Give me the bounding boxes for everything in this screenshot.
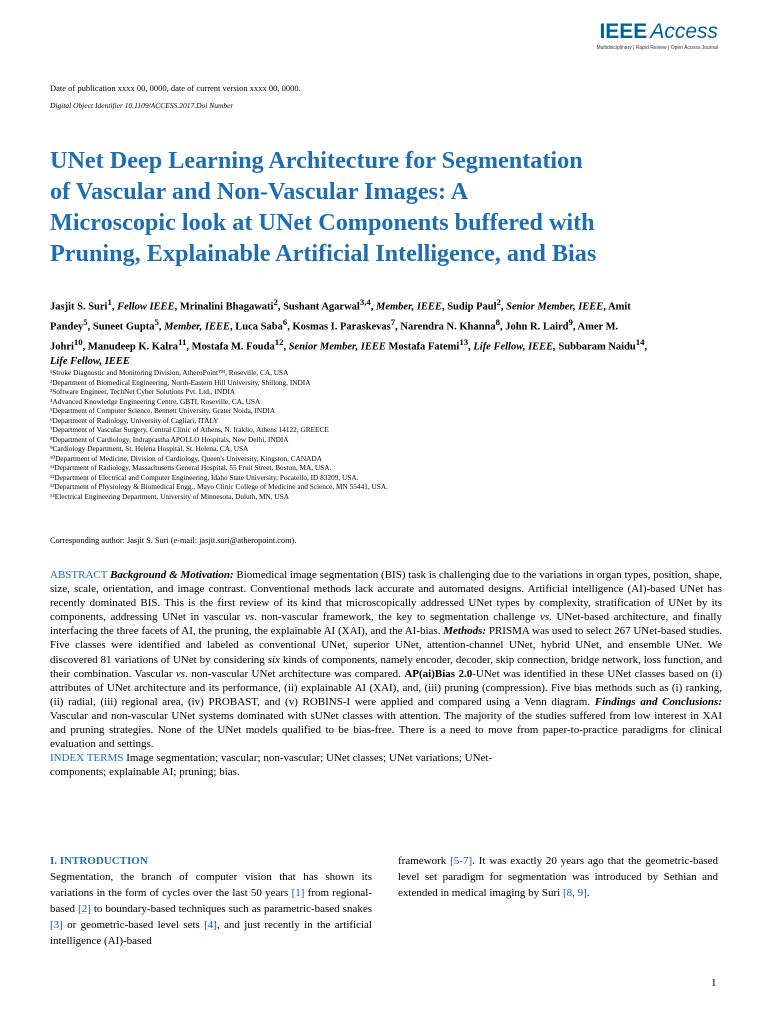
corresponding-author: Corresponding author: Jasjit S. Suri (e-mail: jasjit.suri@atheropoint.com).	[50, 536, 297, 545]
abstract-section	[50, 568, 722, 779]
title-line: Pruning, Explainable Artificial Intelligence, and Bias	[50, 240, 597, 267]
affiliation: ¹⁴Electrical Engineering Department, University of Minnesota, Duluth, MN, USA	[50, 491, 289, 501]
affiliation: ⁵Department of Computer Science, Bennett University, Grater Noida, INDIA	[50, 406, 276, 415]
logo-ieee: IEEE	[599, 20, 648, 43]
title-line: UNet Deep Learning Architecture for Segmentation	[50, 147, 583, 174]
affiliation: ⁹Cardiology Department, St. Helena Hospital, St. Helena, CA, USA	[50, 444, 249, 453]
affiliations	[50, 368, 610, 501]
intro-paragraph-continued: framework [5-7]. It was exactly 20 years ago that the geometric-based level set paradigm for segmentation was introduced by Sethian and extended in medical imaging by Suri [8, 9].	[398, 855, 718, 899]
left-column	[50, 853, 372, 949]
publication-date: Date of publication xxxx 00, 0000, date of current version xxxx 00, 0000.	[50, 83, 301, 93]
affiliation: ²Department of Biomedical Engineering, North-Eastern Hill University, Shillong, INDIA	[50, 377, 311, 387]
logo-tagline: Multidisciplinary | Rapid Review | Open Access Journal	[596, 45, 718, 51]
index-terms: INDEX TERMS Image segmentation; vascular; non-vascular; UNet classes; UNet variations; UNet- components; explainable AI; pruning; bias.	[50, 752, 493, 779]
title-line: Microscopic look at UNet Components buffered with	[50, 209, 595, 236]
affiliation: ¹²Department of Electrical and Computer Engineering, Idaho State University, Pocatello, ID 83209, USA.	[50, 472, 359, 482]
affiliation: ⁴Advanced Knowledge Engineering Centre, GBTI, Roseville, CA, USA	[50, 396, 261, 406]
affiliation: ³Software Engineer, TechNet Cyber Solutions Pvt. Ltd., INDIA	[50, 387, 236, 396]
author-list: Jasjit S. Suri$^1$, Fellow IEEE, Mrinalini Bhagawati$^2$, Sushant Agarwal$^{3,4}$, Member, IEEE, Sudip Paul$^2$, Senior Member, IEEE, Amit Pandey$^5$, Suneet Gupta$^5$, Member, IEEE, Luca Saba$^6$, Kosmas I. Paraskevas$^7$, Narendra N. Khanna$^8$, John R. Laird$^9$, Amer M. Johri$^{10}$, Manudeep K. Kalra$^{11}$, Mostafa M. Fouda$^{12}$, Senior Member, IEEE Mostafa Fatemi$^{13}$, Life Fellow, IEEE, Subbaram Naidu$^{14}$, Life Fellow, IEEE	[50, 297, 648, 368]
doi-line: Digital Object Identifier 10.1109/ACCESS.2017.Doi Number	[50, 101, 234, 110]
section-heading-introduction: I. INTRODUCTION	[50, 855, 148, 867]
paper-title	[50, 145, 730, 269]
right-column	[398, 853, 718, 901]
affiliation: ¹⁰Department of Medicine, Division of Cardiology, Queen's University, Kingston, CANADA	[50, 453, 322, 463]
intro-paragraph: Segmentation, the branch of computer vision that has shown its variations in the form of cycles over the last 50 years [1] from regional-based [2] to boundary-based techniques such as parametric-based snakes [3] or geometric-based level sets [4], and just recently in the artificial intelligence (AI)-based	[50, 871, 373, 947]
affiliation: ⁷Department of Vascular Surgery, Central Clinic of Athens, N. Iraklio, Athens 14122, GREECE	[50, 425, 329, 434]
affiliation: ¹Stroke Diagnostic and Monitoring Division, AtheroPoint™, Roseville, CA, USA	[50, 368, 289, 377]
ieee-access-logo	[596, 20, 718, 51]
affiliation: ¹³Department of Physiology & Biomedical Engg., Mayo Clinic College of Medicine and Science, MN 55441, USA.	[50, 482, 388, 491]
abstract-text: ABSTRACT Background & Motivation: Biomedical image segmentation (BIS) task is challenging due to the variations in organ types, position, shape, size, scale, orientation, and image contrast. Conventional methods lack accurate and automated designs. Artificial intelligence (AI)-based UNet has recently dominated BIS. This is the first review of its kind that microscopically addressed UNet types by complexity, stratification of UNet by its components, addressing UNet in vascular vs. non-vascular framework, the key to segmentation challenge vs. UNet-based architecture, and finally interfacing the three facets of AI, the pruning, the explainable AI (XAI), and the AI-bias. Methods: PRISMA was used to select 267 UNet-based studies. Five classes were identified and labeled as conventional UNet, superior UNet, attention-channel UNet, hybrid UNet, and ensemble UNet. We discovered 81 variations of UNet by considering six kinds of components, namely encoder, decoder, skip connection, bridge network, loss function, and their combination. Vascular vs. non-vascular UNet architecture was compared. AP(ai)Bias 2.0-UNet was identified in these UNet classes based on (i) attributes of UNet architecture and its performance, (ii) explainable AI (XAI), and, (iii) pruning (compression). Five bias methods such as (i) ranking, (ii) radial, (iii) regional area, (iv) PROBAST, and (v) ROBINS-I were applied and compared using a Venn diagram. Findings and Conclusions: Vascular and non-vascular UNet systems dominated with sUNet classes with attention. The majority of the studies suffered from low interest in XAI and pruning strategies. None of the UNet models qualified to be bias-free. There is a need to move from paper-to-practice paradigms for clinical evaluation and settings.	[50, 569, 723, 751]
page-number: 1	[711, 977, 717, 989]
title-line: of Vascular and Non-Vascular Images: A	[50, 178, 469, 205]
affiliation: ¹¹Department of Radiology, Massachusetts General Hospital, 55 Fruit Street, Boston, MA, USA.	[50, 463, 332, 472]
affiliation: ⁸Department of Cardiology, Indraprastha APOLLO Hospitals, New Delhi, INDIA	[50, 434, 289, 444]
affiliation: ⁶Department of Radiology, University of Cagliari, ITALY	[50, 415, 219, 425]
logo-access: Access	[650, 20, 718, 43]
